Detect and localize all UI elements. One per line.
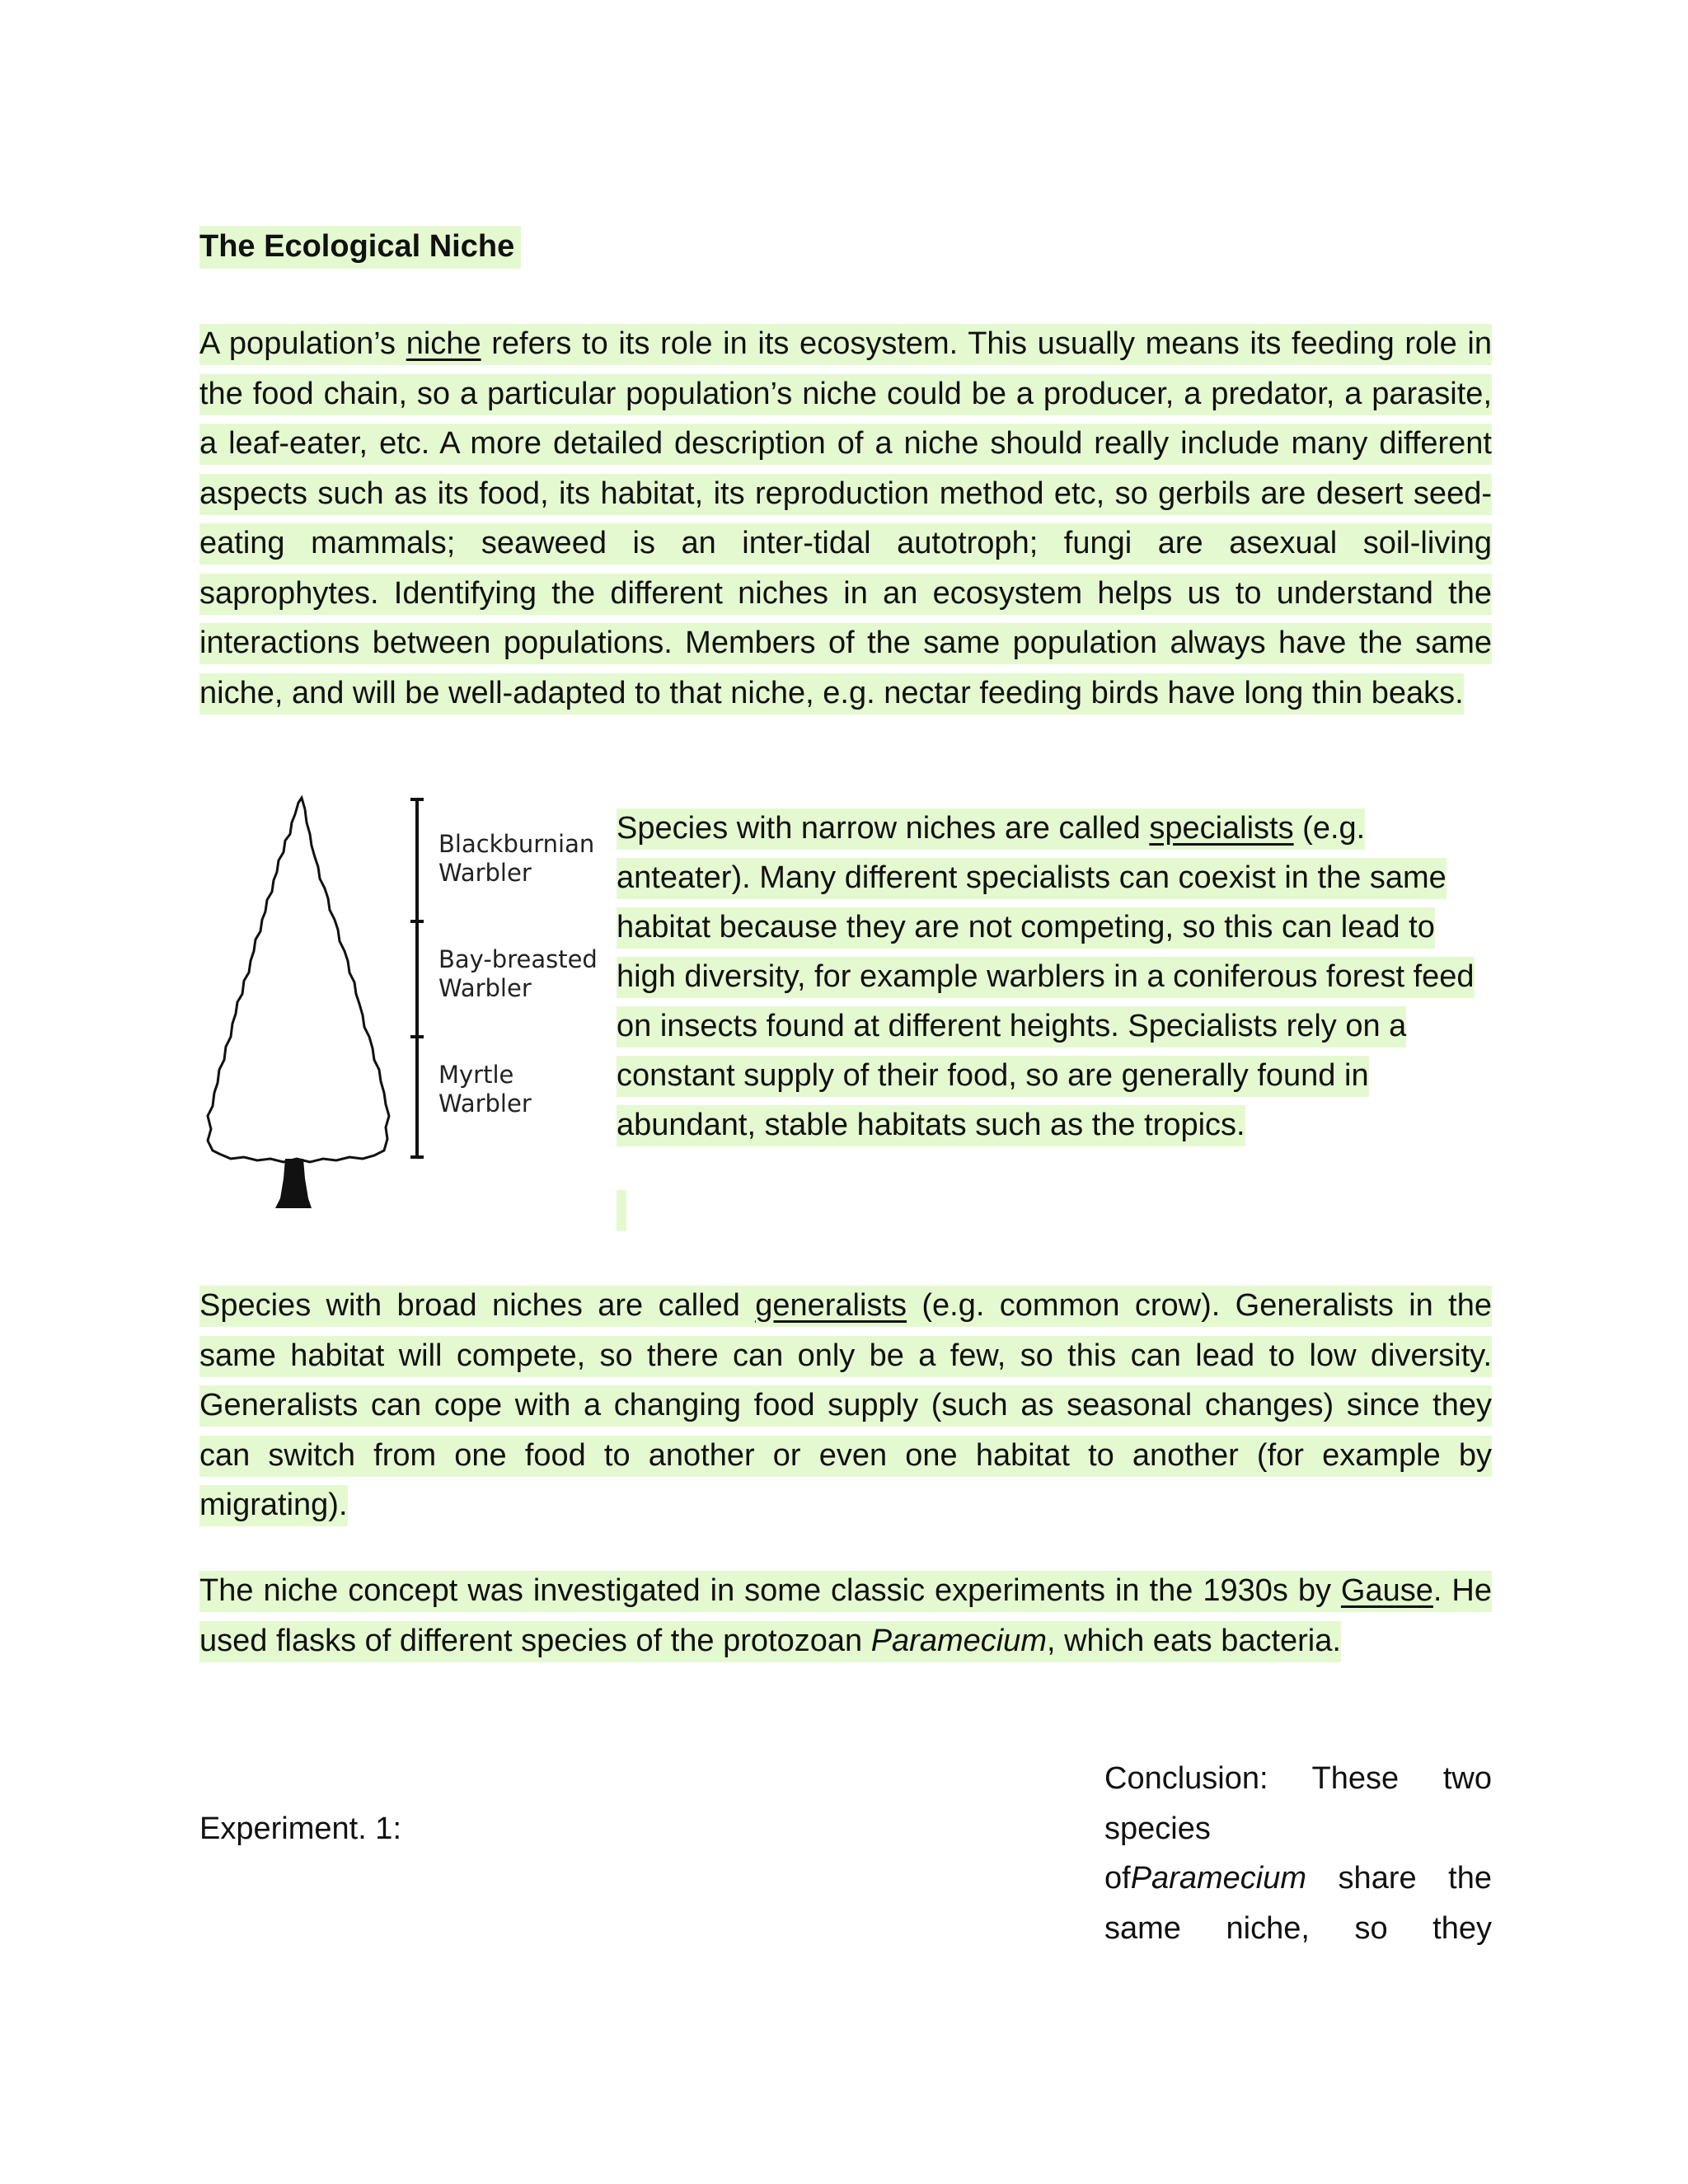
term-generalists: generalists [755,1286,907,1327]
term-niche: niche [406,324,481,365]
term-gause: Gause [1341,1571,1433,1612]
label-myrtle-warbler: Warbler [438,1090,532,1118]
label-bay-breasted-warbler: Warbler [438,974,532,1002]
paramecium-italic: Paramecium [870,1623,1047,1658]
highlight-mark [617,1190,626,1231]
label-blackburnian: Blackburnian [438,830,595,858]
gause-paragraph: The niche concept was investigated in some classic experiments in the 1930s by Gause. He used flasks of different species of the protozoan Paramecium, which eats bacteria. [199,1566,1492,1666]
term-specialists: specialists [1149,808,1293,850]
conclusion-text: Conclusion: These two species ofParamecium share the same niche, so they [1104,1761,1492,1946]
page-title: The Ecological Niche [199,229,521,265]
label-blackburnian-warbler: Warbler [438,859,532,887]
label-bay-breasted: Bay-breasted [438,945,598,973]
specialists-paragraph: Species with narrow niches are called specialists (e.g. anteater). Many different specialists can coexist in the same habitat because they are not competing, so this can lead to high diversity, for example warblers in a coniferous forest feed on insects found at different heights. Specialists rely on a constant supply of their food, so are generally found in abundant, stable habitats such as the tropics. [617,804,1492,1150]
tree-diagram [195,791,598,1220]
tree-trunk [275,1159,312,1208]
label-myrtle: Myrtle [438,1061,514,1089]
warbler-tree-figure [195,791,598,1220]
niche-definition-paragraph: A population’s niche refers to its role in its ecosystem. This usually means its feeding role in the food chain, so a particular population’s niche could be a producer, a predator, a parasite, a leaf-eater, etc. A more detailed description of a niche should really include many different aspects such as its food, its habitat, its reproduction method etc, so gerbils are desert seed-eating mammals; seaweed is an inter-tidal autotroph; fungi are asexual soil-living saprophytes. Identifying the different niches in an ecosystem helps us to understand the interactions between populations. Members of the same population always have the same niche, and will be well-adapted to that niche, e.g. nectar feeding birds have long thin beaks. [199,319,1492,718]
generalists-paragraph: Species with broad niches are called generalists (e.g. common crow). Generalists in the same habitat will compete, so there can only be a few, so this can lead to low diversity. Generalists can cope with a changing food supply (such as seasonal changes) since they can switch from one food to another or even one habitat to another (for example by migrating). [199,1281,1492,1530]
experiment-label: Experiment. 1: [199,1811,401,1846]
tree-crown [208,798,389,1162]
